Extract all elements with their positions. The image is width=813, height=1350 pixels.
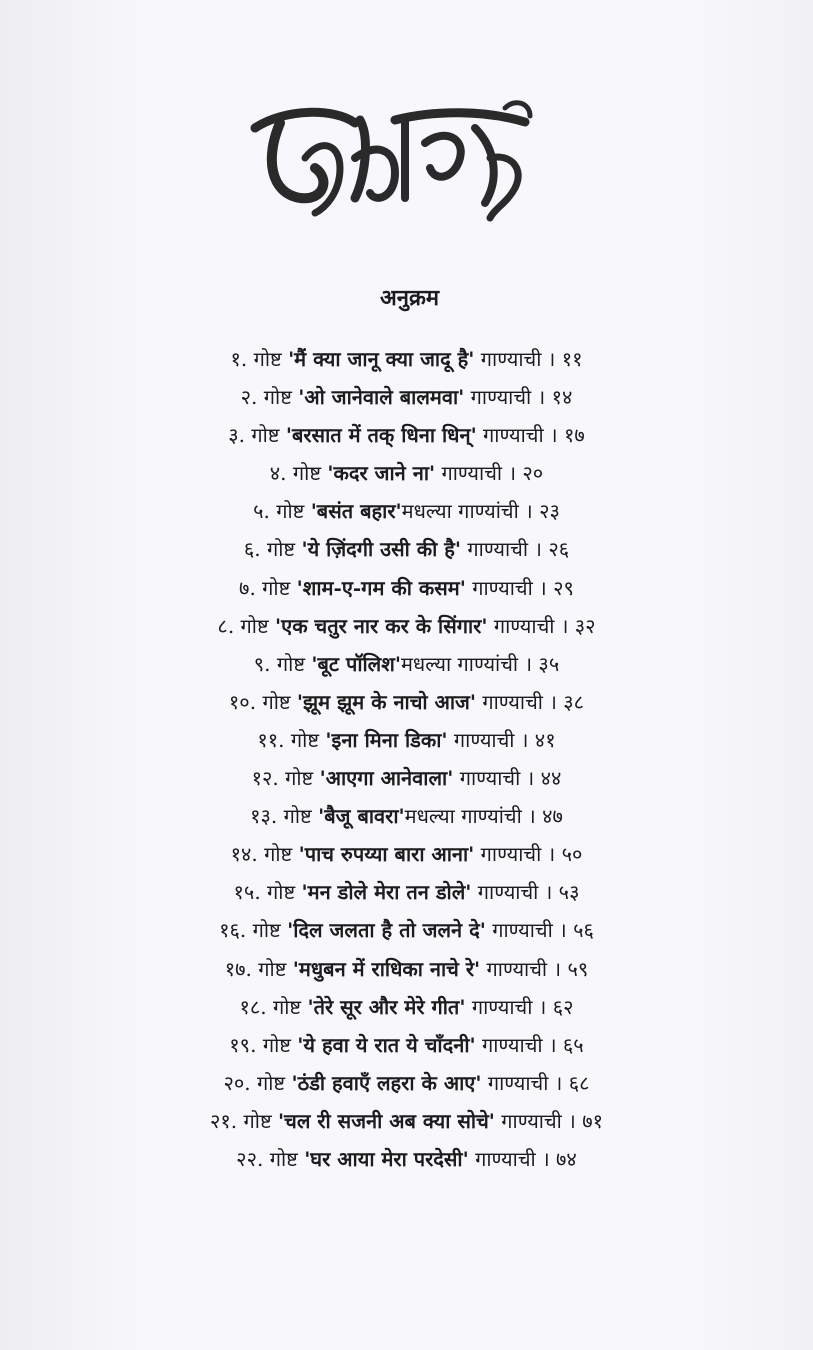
toc-song-title: 'बूट पॉलिश' <box>311 651 401 676</box>
toc-song-title: 'इना मिना डिका' <box>325 727 448 752</box>
toc-song-title: 'बसंत बहार' <box>310 499 402 524</box>
toc-number: ८. <box>217 613 235 638</box>
toc-number: ९. <box>253 651 271 676</box>
toc-prefix: गोष्ट <box>276 499 305 524</box>
toc-separator: । <box>560 613 569 638</box>
toc-suffix: गाण्याची <box>472 575 533 600</box>
calligraphic-logo-icon <box>245 98 545 228</box>
toc-page-number: ३५ <box>538 651 560 676</box>
toc-separator: । <box>559 918 567 943</box>
toc-number: १७. <box>224 956 252 981</box>
toc-page-number: ३२ <box>574 613 596 638</box>
toc-separator: । <box>526 766 535 791</box>
toc-song-title: 'बैजू बावरा' <box>318 804 405 829</box>
toc-separator: । <box>548 1032 557 1057</box>
toc-song-title: 'बरसात में तक् धिना धिन्' <box>285 423 477 448</box>
toc-prefix: गोष्ट <box>256 1070 286 1095</box>
toc-prefix: गोष्ट <box>262 689 291 714</box>
toc-number: २. <box>240 385 258 410</box>
toc-page-number: ७४ <box>556 1146 577 1171</box>
toc-number: १३. <box>250 804 278 829</box>
toc-entry <box>0 950 813 988</box>
toc-page-number: ६२ <box>552 994 574 1019</box>
toc-entry <box>0 416 813 454</box>
toc-suffix: गाण्याची <box>453 727 515 752</box>
toc-song-title: 'ठंडी हवाएँ लहरा के आए' <box>291 1070 482 1095</box>
toc-entry <box>0 683 813 721</box>
toc-song-title: 'मैं क्या जानू क्या जादू है' <box>288 347 475 371</box>
toc-prefix: गोष्ट <box>253 347 282 371</box>
toc-entry <box>0 721 813 759</box>
toc-prefix: गोष्ट <box>269 1146 298 1171</box>
toc-number: १५. <box>233 880 261 905</box>
toc-number: १०. <box>228 689 257 714</box>
toc-prefix: गोष्ट <box>262 1032 291 1057</box>
toc-entry <box>0 454 813 492</box>
toc-entry <box>0 569 813 607</box>
toc-suffix: गाण्याची <box>441 461 503 486</box>
toc-page-number: ११ <box>561 347 583 371</box>
toc-prefix: गोष्ट <box>283 804 312 829</box>
toc-song-title: 'आएगा आनेवाला' <box>319 766 454 791</box>
toc-suffix: गाण्याची <box>492 918 553 943</box>
toc-number: ११. <box>257 727 285 752</box>
toc-number: ५. <box>253 499 270 524</box>
toc-page-number: ७१ <box>582 1108 603 1133</box>
toc-number: ४. <box>269 461 287 486</box>
toc-separator: । <box>520 727 529 752</box>
toc-page-number: ३८ <box>563 689 585 714</box>
toc-separator: । <box>550 423 558 448</box>
toc-prefix: गोष्ट <box>276 651 306 676</box>
toc-song-title: 'झूम झूम के नाचो आज' <box>296 689 476 714</box>
table-of-contents <box>0 340 813 1178</box>
toc-number: ६. <box>243 537 261 562</box>
toc-suffix: मधल्या गाण्यांची <box>404 804 522 829</box>
toc-entry <box>0 645 813 683</box>
toc-separator: । <box>549 689 557 714</box>
toc-entry <box>0 988 813 1026</box>
toc-page-number: २६ <box>548 537 570 562</box>
toc-separator: । <box>508 461 517 486</box>
toc-suffix: मधल्या गाण्यांची <box>401 499 519 524</box>
toc-entry <box>0 1026 813 1064</box>
toc-suffix: गाण्याची <box>467 537 529 562</box>
toc-suffix: गाण्याची <box>480 347 542 371</box>
toc-suffix: गाण्याची <box>470 385 532 410</box>
toc-separator: । <box>547 347 556 371</box>
toc-prefix: गोष्ट <box>251 423 280 448</box>
toc-entry <box>0 340 813 378</box>
toc-suffix: गाण्याची <box>480 842 542 867</box>
toc-page-number: १४ <box>551 385 573 410</box>
toc-page-number: २९ <box>553 575 574 600</box>
toc-song-title: 'चल री सजनी अब क्या सोचे' <box>278 1108 495 1133</box>
toc-prefix: गोष्ट <box>272 994 302 1019</box>
toc-song-title: 'मधुबन में राधिका नाचे रे' <box>292 956 481 981</box>
toc-suffix: गाण्याची <box>475 1146 536 1171</box>
toc-separator: । <box>538 994 547 1019</box>
toc-entry <box>0 873 813 911</box>
toc-prefix: गोष्ट <box>252 918 281 943</box>
toc-song-title: 'तेरे सूर और मेरे गीत' <box>307 994 466 1019</box>
toc-suffix: गाण्याची <box>482 689 543 714</box>
toc-separator: । <box>568 1108 576 1133</box>
toc-entry <box>0 797 813 835</box>
toc-entry <box>0 378 813 416</box>
toc-separator: । <box>524 651 533 676</box>
toc-number: २२. <box>236 1146 264 1171</box>
toc-prefix: गोष्ट <box>243 1108 272 1133</box>
toc-number: १. <box>230 347 248 371</box>
toc-prefix: गोष्ट <box>264 842 293 867</box>
toc-page-number: ४७ <box>542 804 563 829</box>
page-title: अनुक्रम <box>379 285 440 311</box>
toc-entry <box>0 607 813 645</box>
toc-entry <box>0 1140 813 1178</box>
toc-prefix: गोष्ट <box>240 613 269 638</box>
toc-number: ३. <box>228 423 245 448</box>
toc-song-title: 'कदर जाने ना' <box>327 461 436 486</box>
toc-prefix: गोष्ट <box>258 956 287 981</box>
toc-number: ७. <box>239 575 256 600</box>
toc-separator: । <box>537 385 546 410</box>
toc-song-title: 'मन डोले मेरा तन डोले' <box>301 880 472 905</box>
toc-page-number: ६८ <box>568 1070 590 1095</box>
toc-entry <box>0 1102 813 1140</box>
toc-page-number: ४४ <box>540 766 562 791</box>
toc-prefix: गोष्ट <box>267 880 296 905</box>
toc-page-number: ५० <box>561 842 583 867</box>
toc-song-title: 'दिल जलता है तो जलने दे' <box>287 918 486 943</box>
toc-separator: । <box>534 537 542 562</box>
title-logo <box>245 98 545 228</box>
toc-number: २०. <box>223 1070 251 1095</box>
toc-prefix: गोष्ट <box>266 537 296 562</box>
toc-number: २१. <box>209 1108 238 1133</box>
toc-number: १४. <box>230 842 258 867</box>
toc-number: १९. <box>229 1032 257 1057</box>
toc-separator: । <box>547 842 556 867</box>
toc-separator: । <box>539 575 547 600</box>
toc-song-title: 'पाच रुपय्या बारा आना' <box>298 842 475 867</box>
toc-song-title: 'एक चतुर नार कर के सिंगार' <box>275 613 488 638</box>
toc-page-number: ५३ <box>558 880 580 905</box>
toc-page-number: २० <box>522 461 544 486</box>
toc-suffix: गाण्याची <box>459 766 521 791</box>
toc-prefix: गोष्ट <box>292 461 322 486</box>
toc-entry <box>0 530 813 568</box>
toc-suffix: गाण्याची <box>501 1108 562 1133</box>
toc-prefix: गोष्ट <box>290 727 320 752</box>
toc-separator: । <box>544 880 553 905</box>
toc-suffix: गाण्याची <box>481 1032 543 1057</box>
toc-suffix: गाण्याची <box>471 994 533 1019</box>
toc-separator: । <box>542 1146 550 1171</box>
toc-suffix: मधल्या गाण्यांची <box>400 651 519 676</box>
toc-song-title: 'घर आया मेरा परदेसी' <box>304 1146 469 1171</box>
toc-suffix: गाण्याची <box>483 423 544 448</box>
toc-separator: । <box>553 956 562 981</box>
toc-page-number: १७ <box>563 423 585 448</box>
toc-separator: । <box>525 499 533 524</box>
toc-song-title: 'ओ जानेवाले बालमवा' <box>298 385 465 410</box>
toc-number: १२. <box>251 766 279 791</box>
toc-suffix: गाण्याची <box>493 613 555 638</box>
toc-number: १६. <box>219 918 247 943</box>
toc-page-number: ६५ <box>562 1032 584 1057</box>
toc-prefix: गोष्ट <box>262 575 291 600</box>
toc-song-title: 'शाम-ए-गम की कसम' <box>296 575 466 600</box>
toc-number: १८. <box>239 994 267 1019</box>
toc-suffix: गाण्याची <box>486 956 548 981</box>
toc-separator: । <box>554 1070 563 1095</box>
toc-song-title: 'ये ज़िंदगी उसी की है' <box>301 537 462 562</box>
toc-suffix: गाण्याची <box>477 880 539 905</box>
toc-entry <box>0 492 813 530</box>
toc-page-number: ५९ <box>567 956 589 981</box>
toc-prefix: गोष्ट <box>285 766 314 791</box>
toc-page-number: ५६ <box>573 918 594 943</box>
toc-page-number: ४१ <box>534 727 556 752</box>
toc-entry <box>0 759 813 797</box>
toc-song-title: 'ये हवा ये रात ये चाँदनी' <box>297 1032 476 1057</box>
toc-entry <box>0 835 813 873</box>
toc-suffix: गाण्याची <box>487 1070 549 1095</box>
toc-entry <box>0 911 813 949</box>
toc-prefix: गोष्ट <box>263 385 292 410</box>
toc-entry <box>0 1064 813 1102</box>
toc-page-number: २३ <box>539 499 560 524</box>
toc-separator: । <box>528 804 536 829</box>
